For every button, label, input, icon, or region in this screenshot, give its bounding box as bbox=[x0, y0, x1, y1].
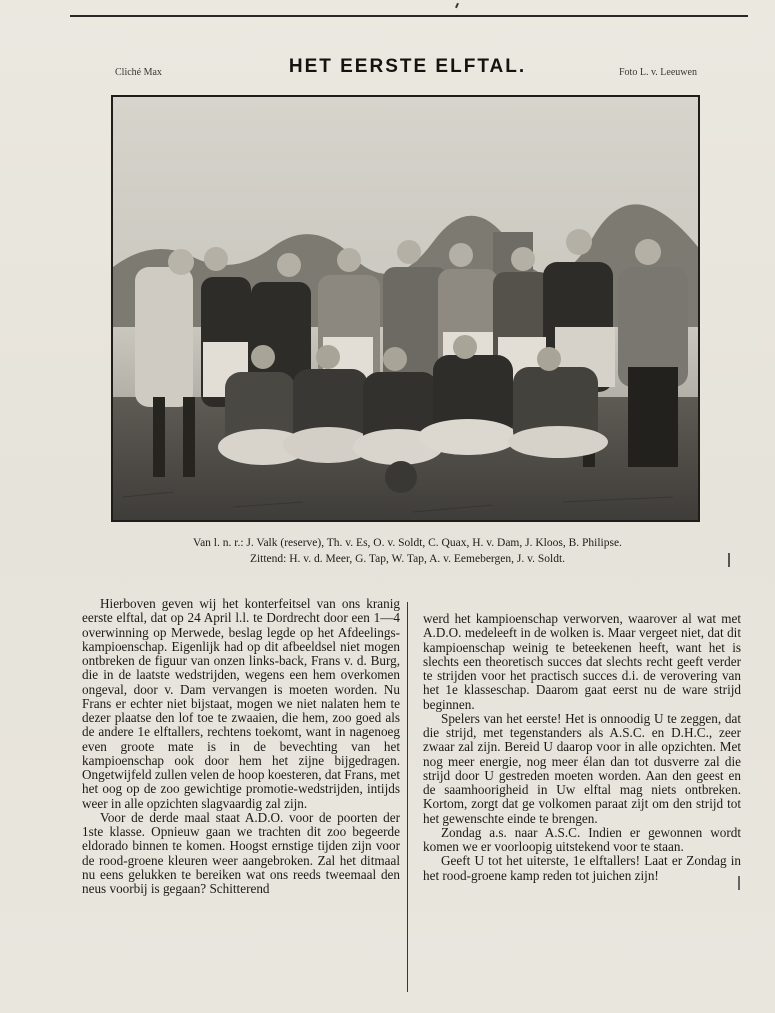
article-paragraph: werd het kampioenschap verworven, waarover al wat met A.D.O. medeleeft in de wolken is. Maar vergeet niet, dat dit kampioenschap weinig te beteekenen heeft, want het is slechts een theoretisch succes dat slechts recht geeft verder te strijden voor het practisch succes d.i. de verovering van het 1e klasseschap. Daarom gaat eerst nu de ware strijd beginnen. bbox=[423, 611, 741, 712]
photo-credit-left: Cliché Max bbox=[115, 67, 162, 78]
page-title: HET EERSTE ELFTAL. bbox=[288, 56, 527, 77]
photo-caption-seated: Zittend: H. v. d. Meer, G. Tap, W. Tap, A. v. Eemebergen, J. v. Soldt. bbox=[249, 553, 566, 565]
article-paragraph: Zondag a.s. naar A.S.C. Indien er gewonnen wordt komen we er voorloopig uitstekend voor te staan. bbox=[423, 824, 741, 854]
photo-credit-right: Foto L. v. Leeuwen bbox=[619, 67, 697, 78]
article-paragraph: Hierboven geven wij het konterfeitsel van ons kranig eerste elftal, dat op 24 April l.l. te Dordrecht door een 1—4 overwinning op Merwede, beslag legde op het Afdeelings-kampioenschap. Eigenlijk had op dit afbeeldsel niet mogen ontbreken de figuur van onzen links-back, Frans v. d. Burg, die in de laatste wedstrijden, wegens een hem overkomen ongeval, door v. Dam vervangen is moeten worden. Nu Frans er echter niet bijstaat, mogen we niet nalaten hem te dezer plaatse den lof toe te zwaaien, die hem, zoo goed als de andere 1e elftallers, rechtens toekomt, want in nagenoeg even groote mate is in de bevechting van het kampioenschap ook door hem het zijne bijgedragen. Ongetwijfeld zullen velen de hoop koesteren, dat Frans, met het oog op de zoo gewichtige promotie-wedstrijden, intijds weer in alle opzichten slagvaardig zal zijn. bbox=[82, 596, 400, 811]
team-photo-image bbox=[113, 97, 698, 520]
print-mark bbox=[455, 3, 459, 8]
margin-mark bbox=[728, 553, 730, 567]
article-column-right bbox=[423, 612, 741, 883]
photo-caption-standing: Van l. n. r.: J. Valk (reserve), Th. v. Es, O. v. Soldt, C. Quax, H. v. Dam, J. Kloos, B. Philipse. bbox=[193, 537, 622, 549]
column-divider bbox=[407, 602, 408, 992]
article-paragraph: Spelers van het eerste! Het is onnoodig U te zeggen, dat die strijd, met tegenstanders als A.S.C. en D.H.C., zeer zwaar zal zijn. Bereid U daarop voor in alle opzichten. Met nog meer energie, nog meer élan dan tot dusverre zal die strijd door U gestreden moeten worden. Aan den geest en de saamhoorigheid in Uw elftal mag niets ontbreken. Kortom, zorgt dat ge volkomen paraat zijt om den strijd tot het gewenschte einde te brengen. bbox=[423, 710, 741, 826]
article-paragraph: Geeft U tot het uiterste, 1e elftallers! Laat er Zondag in het rood-groene kamp reden tot juichen zijn! bbox=[423, 853, 741, 883]
margin-mark bbox=[738, 876, 740, 890]
top-rule bbox=[70, 15, 748, 17]
article-paragraph: Voor de derde maal staat A.D.O. voor de poorten der 1ste klasse. Opnieuw gaan we trachten dit zoo begeerde eldorado binnen te komen. Hoogst ernstige tijden zijn voor de rood-groene kleuren weer aangebroken. Zal het ditmaal nu eens gelukken te bereiken wat ons reeds tweemaal den neus voorbij is gegaan? Schitterend bbox=[82, 809, 400, 896]
article-column-left bbox=[82, 597, 400, 896]
team-photo bbox=[111, 95, 700, 522]
